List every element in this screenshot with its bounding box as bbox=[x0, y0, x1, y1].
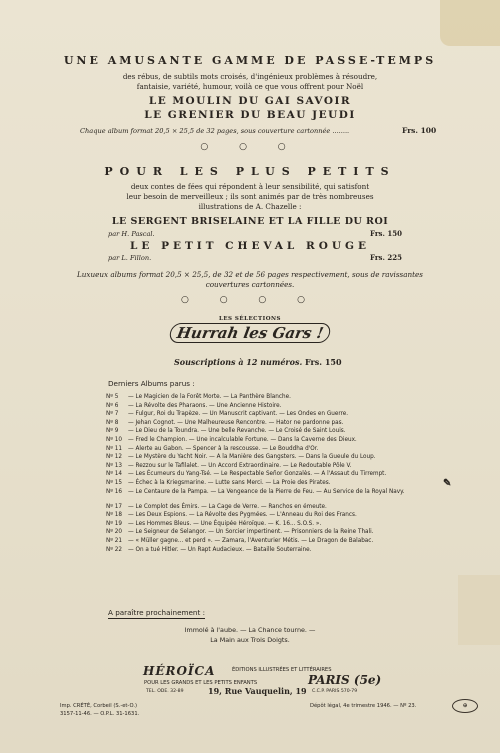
luxury-line1: Luxueux albums format 20,5 × 25,5, de 32 et de 56 pages respectivement, sous de ravissantes bbox=[77, 270, 423, 279]
book-title-cheval: LE PETIT CHEVAL ROUGE bbox=[130, 240, 370, 252]
book1-author: par H. Pascal. bbox=[108, 230, 155, 238]
album-list-item bbox=[106, 436, 446, 445]
album-list-item bbox=[106, 445, 446, 454]
album-number: Nº 11 bbox=[106, 445, 122, 452]
upcoming-line1: Immolé à l'aube. — La Chance tourne. — bbox=[184, 626, 316, 634]
section2-line3: illustrations de A. Chazelle : bbox=[198, 202, 302, 211]
album-list-item bbox=[106, 427, 446, 436]
album-list-item bbox=[106, 479, 446, 488]
section1-line1: des rébus, de subtils mots croisés, d'ingénieux problèmes à résoudre, bbox=[122, 72, 378, 81]
separator-dots-2: ○ ○ ○ ○ bbox=[181, 295, 319, 305]
album-list-item bbox=[106, 410, 446, 419]
album-titles: — Alerte au Gabon. — Spencer à la rescousse. — Le Bouddha d'Or. bbox=[128, 445, 319, 452]
album-titles: — Les Deux Espions. — La Révolte des Pygmées. — L'Anneau du Roi des Francs. bbox=[128, 512, 357, 519]
book1-price: Frs. 150 bbox=[370, 229, 402, 238]
section1-price-line: Chaque album format 20,5 × 25,5 de 32 pages, sous couverture cartonnée ........ bbox=[80, 127, 350, 135]
album-list-item bbox=[106, 402, 446, 411]
album-titles: — Fred le Champion. — Une incalculable Fortune. — Dans la Caverne des Dieux. bbox=[128, 436, 357, 443]
album-number: Nº 5 bbox=[106, 394, 119, 400]
album-number: Nº 14 bbox=[106, 471, 122, 478]
album-list-item bbox=[106, 520, 446, 529]
album-list bbox=[106, 393, 446, 554]
album-list-item bbox=[106, 488, 446, 503]
section1-line2: fantaisie, variété, humour, voilà ce que vous offrent pour Noël bbox=[136, 82, 364, 91]
album-titles: — Le Centaure de la Pampa. — La Vengeance de la Pierre de Feu. — Au Service de la Royal Navy. bbox=[128, 488, 405, 495]
printer-logo-icon: ⊕ bbox=[452, 699, 478, 713]
paper-stain bbox=[440, 0, 500, 46]
album-number: Nº 12 bbox=[106, 454, 122, 461]
album-number: Nº 22 bbox=[106, 546, 122, 553]
publisher-tagline1: ÉDITIONS ILLUSTRÉES ET LITTÉRAIRES bbox=[232, 667, 332, 673]
album-number: Nº 9 bbox=[106, 428, 119, 435]
album-list-item bbox=[106, 453, 446, 462]
album-number: Nº 10 bbox=[106, 436, 122, 443]
luxury-line2: couvertures cartonnées. bbox=[205, 280, 295, 289]
publisher-tagline2: POUR LES GRANDS ET LES PETITS ENFANTS bbox=[144, 680, 258, 686]
upcoming-line2: La Main aux Trois Doigts. bbox=[210, 636, 290, 644]
section2-heading: POUR LES PLUS PETITS bbox=[104, 165, 396, 178]
album-number: Nº 20 bbox=[106, 529, 122, 536]
legal-deposit: Dépôt légal, 4e trimestre 1946. — Nº 23. bbox=[310, 703, 417, 709]
album-list-item bbox=[106, 462, 446, 471]
album-number: Nº 15 bbox=[106, 479, 122, 486]
album-titles: — Les Écumeurs du Yang-Tsé. — Le Respectable Señor Gonzalès. — A l'Assaut du Tirrempt. bbox=[128, 471, 387, 478]
album-titles: — Les Hommes Bleus. — Une Équipée Héroïque. — K. 16... S.O.S. ». bbox=[128, 520, 322, 527]
album-list-item bbox=[106, 503, 446, 512]
tape-mark bbox=[458, 575, 500, 645]
album-titles: — « Müller gagne... et perd ». — Zamara, l'Aventurier Métis. — Le Dragon de Balabac. bbox=[128, 537, 374, 544]
album-titles: — Le Complot des Émirs. — La Cage de Verre. — Ranchos en émeute. bbox=[128, 503, 327, 510]
section2-line1: deux contes de fées qui répondent à leur sensibilité, qui satisfont bbox=[130, 182, 370, 191]
hurrah-les-gars-logo: Hurrah les Gars ! bbox=[168, 323, 332, 343]
book2-author: par L. Fillon. bbox=[108, 254, 152, 262]
album-number: Nº 16 bbox=[106, 488, 122, 495]
album-number: Nº 21 bbox=[106, 537, 122, 544]
publisher-tel: TEL. ODE. 32-89 bbox=[146, 689, 184, 694]
latest-albums-heading: Derniers Albums parus : bbox=[108, 379, 195, 388]
album-number: Nº 17 bbox=[106, 503, 122, 510]
album-title-grenier: LE GRENIER DU BEAU JEUDI bbox=[144, 109, 356, 121]
printer-line1: Imp. CRÉTÉ, Corbeil (S.-et-O.) bbox=[60, 703, 137, 709]
album-titles: — Fulgur, Roi du Trapèze. — Un Manuscrit captivant. — Les Ondes en Guerre. bbox=[128, 411, 349, 418]
album-titles: — Le Seigneur de Selangor. — Un Sorcier impertinent. — Prisonniers de la Reine Thali. bbox=[128, 529, 374, 536]
album-title-moulin: LE MOULIN DU GAI SAVOIR bbox=[148, 95, 352, 107]
subscription-text: Souscriptions à 12 numéros. bbox=[174, 357, 303, 367]
album-titles: — La Révolte des Pharaons. — Une Ancienne Histoire. bbox=[128, 402, 282, 409]
album-list-item bbox=[106, 528, 446, 537]
printer-line2: 3157-11-46. — O.P.L. 31-1631. bbox=[60, 711, 140, 717]
album-titles: — Le Mystère du Yacht Noir. — A la Manière des Gangsters. — Dans la Gueule du Loup. bbox=[128, 454, 376, 461]
section2-line2: leur besoin de merveilleux ; ils sont animés par de très nombreuses bbox=[126, 192, 374, 201]
publisher-ccp: C.C.P. PARIS 570-79 bbox=[312, 689, 358, 694]
selections-label: LES SÉLECTIONS bbox=[218, 316, 281, 322]
book-title-sergent: LE SERGENT BRISELAINE ET LA FILLE DU ROI bbox=[111, 216, 389, 227]
album-titles: — Échec à la Kriegsmarine. — Lutte sans Merci. — La Proie des Pirates. bbox=[128, 479, 331, 486]
album-list-item bbox=[106, 393, 446, 402]
album-titles: — Le Dieu de la Toundra. — Une belle Revanche. — Le Croisé de Saint Louis. bbox=[128, 428, 346, 435]
album-number: Nº 13 bbox=[106, 462, 122, 469]
album-number: Nº 19 bbox=[106, 520, 122, 527]
album-titles: — Le Magicien de la Forêt Morte. — La Panthère Blanche. bbox=[128, 394, 291, 400]
album-number: Nº 6 bbox=[106, 402, 119, 409]
album-number: Nº 18 bbox=[106, 512, 122, 519]
book2-price: Frs. 225 bbox=[370, 253, 402, 262]
publisher-address: 19, Rue Vauquelin, 19 bbox=[208, 686, 307, 696]
album-titles: — On a tué Hitler. — Un Rapt Audacieux. — Bataille Souterraine. bbox=[128, 546, 312, 553]
album-titles: — Jehan Cognot. — Une Malheureuse Rencontre. — Hator ne pardonne pas. bbox=[128, 419, 344, 426]
pencil-mark: ✎ bbox=[443, 478, 452, 489]
publisher-city: PARIS (5e) bbox=[308, 673, 382, 687]
section1-heading: UNE AMUSANTE GAMME DE PASSE-TEMPS bbox=[63, 54, 437, 67]
album-list-item bbox=[106, 511, 446, 520]
publisher-brand: HÉROÏCA bbox=[143, 664, 216, 678]
subscription-price: Frs. 150 bbox=[305, 357, 342, 367]
album-titles: — Rezzou sur le Tafilalet. — Un Accord Extraordinaire. — Le Redoutable Pôle V. bbox=[128, 462, 352, 469]
album-list-item bbox=[106, 470, 446, 479]
album-list-item bbox=[106, 546, 446, 555]
album-list-item bbox=[106, 419, 446, 428]
album-number: Nº 7 bbox=[106, 411, 119, 418]
upcoming-heading: A paraître prochainement : bbox=[108, 608, 205, 617]
upcoming-heading-wrap bbox=[108, 608, 205, 617]
album-list-item bbox=[106, 537, 446, 546]
separator-dots-1: ○ ○ ○ bbox=[200, 142, 300, 152]
section1-price: Frs. 100 bbox=[402, 126, 437, 135]
album-number: Nº 8 bbox=[106, 419, 119, 426]
